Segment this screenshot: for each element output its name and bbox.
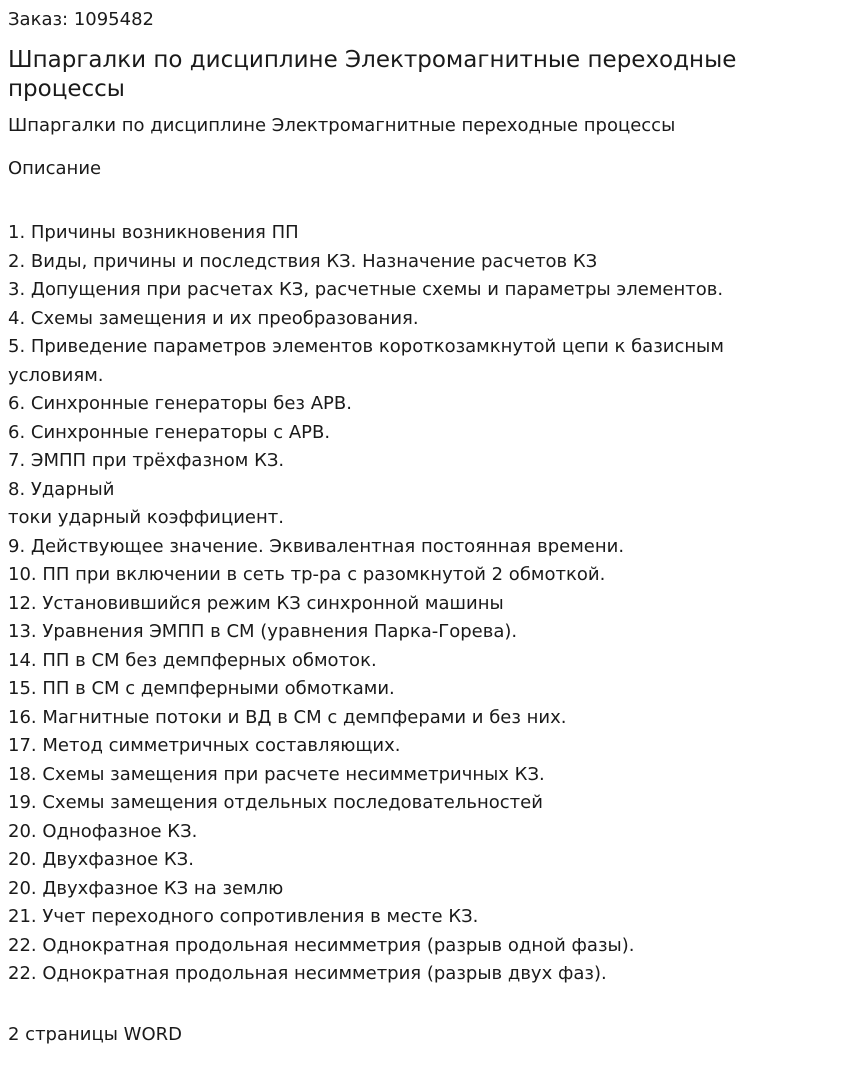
list-item: 2. Виды, причины и последствия КЗ. Назначение расчетов КЗ [8, 250, 598, 272]
page-title: Шпаргалки по дисциплине Электромагнитные переходные процессы [8, 47, 737, 102]
order-number: Заказ: 1095482 [8, 9, 154, 30]
list-item: 3. Допущения при расчетах КЗ, расчетные схемы и параметры элементов. [8, 279, 724, 300]
list-item: 5. Приведение параметров элементов короткозамкнутой цепи к базисным условиям. [8, 336, 724, 386]
list-item: 6. Синхронные генераторы с АРВ. [8, 421, 331, 443]
list-item: 1. Причины возникновения ПП [8, 222, 299, 243]
list-item: 20. Однофазное КЗ. [8, 820, 198, 842]
topics-list [8, 219, 839, 989]
page-subtitle: Шпаргалки по дисциплине Электромагнитные переходные процессы [8, 115, 676, 136]
list-item: 20. Двухфазное КЗ. [8, 849, 194, 870]
list-item: токи ударный коэффициент. [8, 507, 284, 528]
list-item: 13. Уравнения ЭМПП в СМ (уравнения Парка-Горева). [8, 621, 518, 642]
list-item: 17. Метод симметричных составляющих. [8, 735, 401, 756]
list-item: 4. Схемы замещения и их преобразования. [8, 307, 419, 329]
list-item: 8. Ударный [8, 478, 115, 500]
list-item: 19. Схемы замещения отдельных последовательностей [8, 792, 543, 813]
list-item: 12. Установившийся режим КЗ синхронной машины [8, 592, 504, 614]
list-item: 14. ПП в СМ без демпферных обмоток. [8, 649, 377, 671]
list-item: 6. Синхронные генераторы без АРВ. [8, 393, 352, 414]
list-item: 7. ЭМПП при трёхфазном КЗ. [8, 450, 285, 471]
list-item: 20. Двухфазное КЗ на землю [8, 877, 284, 899]
list-item: 18. Схемы замещения при расчете несимметричных КЗ. [8, 763, 545, 785]
list-item: 16. Магнитные потоки и ВД в СМ с демпферами и без них. [8, 706, 567, 728]
page-count-note: 2 страницы WORD [8, 1023, 182, 1045]
list-item: 9. Действующее значение. Эквивалентная постоянная времени. [8, 535, 625, 557]
description-heading: Описание [8, 158, 102, 179]
list-item: 10. ПП при включении в сеть тр-ра с разомкнутой 2 обмоткой. [8, 564, 606, 585]
list-item: 15. ПП в СМ с демпферными обмотками. [8, 678, 395, 699]
list-item: 22. Однократная продольная несимметрия (разрыв одной фазы). [8, 934, 635, 956]
list-item: 22. Однократная продольная несимметрия (разрыв двух фаз). [8, 963, 607, 984]
list-item: 21. Учет переходного сопротивления в месте КЗ. [8, 906, 479, 927]
